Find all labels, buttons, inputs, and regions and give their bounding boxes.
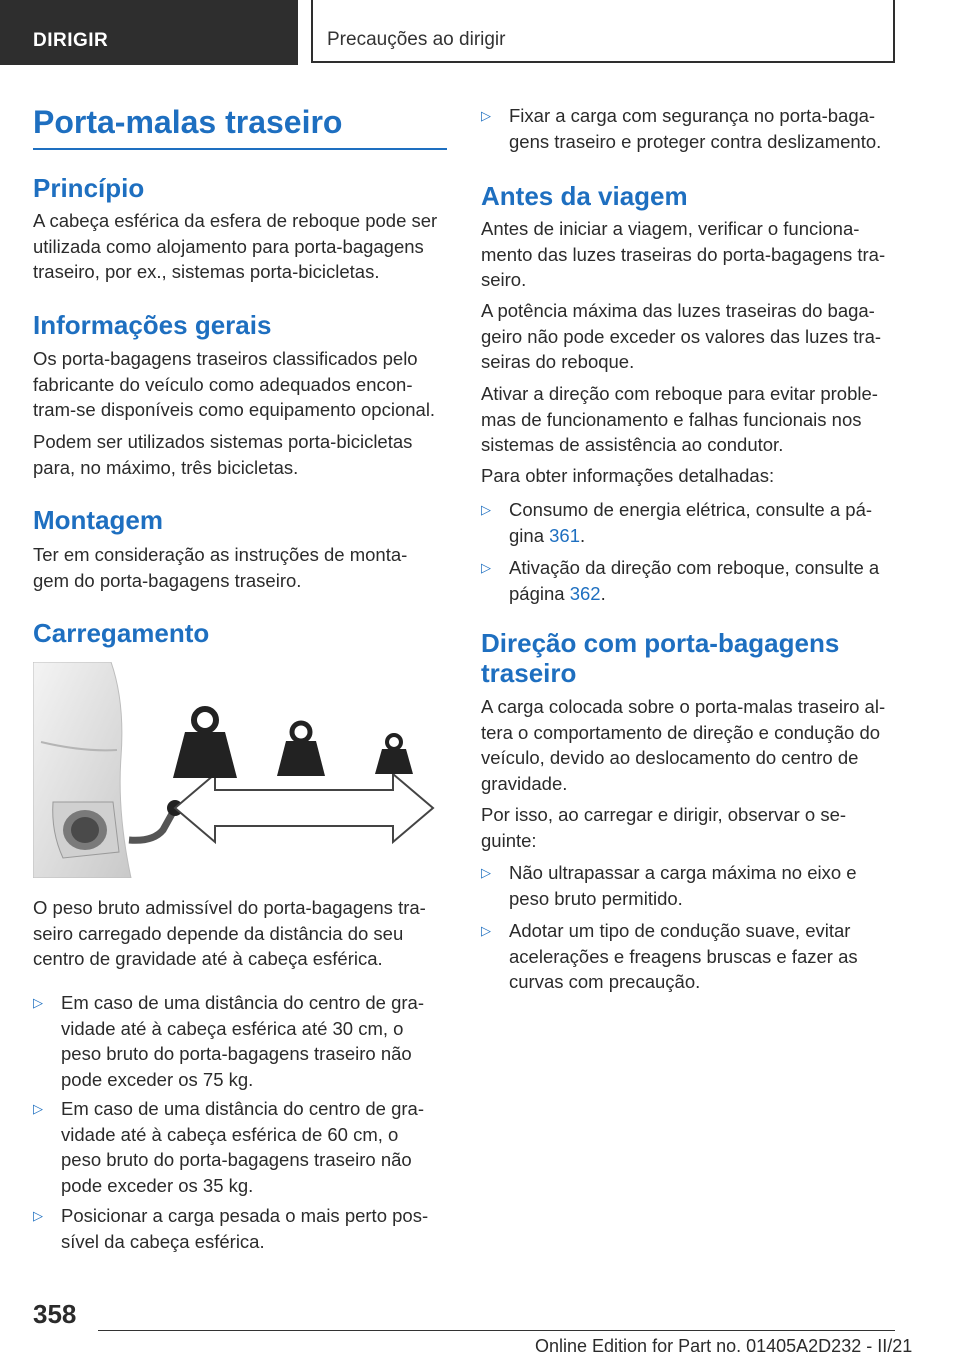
text-montagem: [33, 542, 447, 593]
heading-carregamento: Carregamento: [33, 618, 210, 648]
page-link-362[interactable]: 362: [569, 582, 601, 604]
triangle-bullet-icon: ▷: [481, 865, 491, 880]
line: Não ultrapassar a carga máxima no eixo e: [509, 862, 857, 883]
line: acelerações e freagens bruscas e fazer as: [509, 945, 858, 967]
line: [509, 581, 895, 607]
line: vidade até à cabeça esférica até 30 cm, o: [61, 1017, 404, 1039]
line: seiro.: [481, 269, 527, 290]
text: .: [600, 582, 606, 604]
line: curvas com precaução.: [509, 971, 701, 992]
text-direcao-1: [481, 694, 895, 796]
line: Consumo de energia elétrica, consulte a pá-: [509, 499, 873, 520]
line: peso bruto permitido.: [509, 887, 683, 909]
footer-rule: [98, 1330, 895, 1331]
line: Ativar a direção com reboque para evitar proble-: [481, 383, 878, 404]
line: Posicionar a carga pesada o mais perto pos-: [61, 1205, 429, 1226]
section-label: DIRIGIR: [33, 30, 109, 51]
text-carregamento: [33, 895, 447, 972]
triangle-bullet-icon: ▷: [481, 560, 491, 575]
line: Fixar a carga com segurança no porta-baga-: [509, 105, 876, 126]
title-rule: [33, 148, 447, 150]
triangle-bullet-icon: ▷: [481, 108, 491, 123]
line: sível da cabeça esférica.: [61, 1230, 265, 1252]
line: Em caso de uma distância do centro de gra-: [61, 1098, 424, 1119]
line: pode exceder os 75 kg.: [61, 1068, 254, 1090]
heading-informacoes: Informações gerais: [33, 310, 272, 340]
text-informacoes-1: [33, 346, 447, 423]
text-antes-2: [481, 298, 895, 375]
line: tera o comportamento de direção e condução do: [481, 721, 881, 743]
text-antes-1: [481, 216, 895, 293]
page-number: 358: [33, 1299, 77, 1329]
line: A potência máxima das luzes traseiras do baga-: [481, 300, 875, 321]
line: veículo, devido ao deslocamento do centro de: [481, 747, 859, 768]
text-principio: [33, 208, 447, 285]
line: peso bruto do porta-bagagens traseiro não: [61, 1043, 412, 1064]
line: vidade até à cabeça esférica de 60 cm, o: [61, 1123, 399, 1145]
line: Podem ser utilizados sistemas porta-bicicletas: [33, 431, 413, 452]
text-antes-3: [481, 381, 895, 458]
text-informacoes-2: [33, 429, 447, 480]
edition-note: Online Edition for Part no. 01405A2D232 - II/21: [535, 1336, 913, 1356]
line: traseiro, por ex., sistemas porta-bicicletas.: [33, 261, 380, 282]
text: gina: [509, 524, 550, 546]
line: Antes de iniciar a viagem, verificar o funciona-: [481, 218, 860, 239]
line: seiras do reboque.: [481, 351, 635, 372]
line: Direção com porta-bagagens: [481, 628, 840, 658]
line: [509, 523, 895, 549]
heading-principio: Princípio: [33, 173, 145, 203]
line: Por isso, ao carregar e dirigir, observar o se-: [481, 804, 847, 825]
line: A cabeça esférica da esfera de reboque pode ser: [33, 210, 438, 231]
triangle-bullet-icon: ▷: [33, 995, 43, 1010]
line: para, no máximo, três bicicletas.: [33, 456, 299, 478]
triangle-bullet-icon: ▷: [481, 923, 491, 938]
line: peso bruto do porta-bagagens traseiro não: [61, 1149, 412, 1170]
line: fabricante do veículo como adequados encon-: [33, 373, 413, 395]
triangle-bullet-icon: ▷: [481, 502, 491, 517]
load-diagram-illustration: [33, 662, 447, 878]
line: mento das luzes traseiras do porta-bagagens tra-: [481, 243, 886, 265]
line: centro de gravidade até à cabeça esférica.: [33, 948, 383, 969]
heading-antes-da-viagem: Antes da viagem: [481, 181, 688, 211]
chapter-tab: [311, 0, 895, 63]
line: sistemas de assistência ao condutor.: [481, 434, 784, 455]
line: mas de funcionamento e falhas funcionais nos: [481, 408, 862, 430]
line: Os porta-bagagens traseiros classificados pelo: [33, 348, 418, 369]
section-tab: [0, 0, 298, 65]
line: gravidade.: [481, 772, 568, 794]
line: guinte:: [481, 829, 537, 851]
triangle-bullet-icon: ▷: [33, 1208, 43, 1223]
line: gem do porta-bagagens traseiro.: [33, 569, 302, 591]
text-antes-4: Para obter informações detalhadas:: [481, 465, 775, 486]
heading-direcao: [481, 628, 839, 688]
line: Adotar um tipo de condução suave, evitar: [509, 920, 851, 941]
line: utilizada como alojamento para porta-bagagens: [33, 235, 424, 257]
line: geiro não pode exceder os valores das luzes tra-: [481, 325, 882, 347]
text: .: [580, 524, 586, 546]
line: gens traseiro e proteger contra deslizamento.: [509, 130, 882, 152]
heading-montagem: Montagem: [33, 505, 163, 535]
line: pode exceder os 35 kg.: [61, 1174, 254, 1196]
line: Em caso de uma distância do centro de gra-: [61, 992, 424, 1013]
page-title: Porta-malas traseiro: [33, 104, 343, 140]
line: O peso bruto admissível do porta-bagagens tra-: [33, 897, 426, 918]
text: página: [509, 582, 570, 604]
line: seiro carregado depende da distância do seu: [33, 922, 404, 944]
chapter-label: Precauções ao dirigir: [327, 29, 506, 50]
line: A carga colocada sobre o porta-malas traseiro al-: [481, 696, 886, 717]
line: traseiro: [481, 658, 577, 688]
triangle-bullet-icon: ▷: [33, 1101, 43, 1116]
page-link-361[interactable]: 361: [549, 524, 580, 546]
line: Ter em consideração as instruções de monta-: [33, 544, 408, 565]
line: Ativação da direção com reboque, consulte a: [509, 557, 880, 578]
text-direcao-2: [481, 802, 895, 853]
line: tram-se disponíveis como equipamento opcional.: [33, 399, 436, 420]
